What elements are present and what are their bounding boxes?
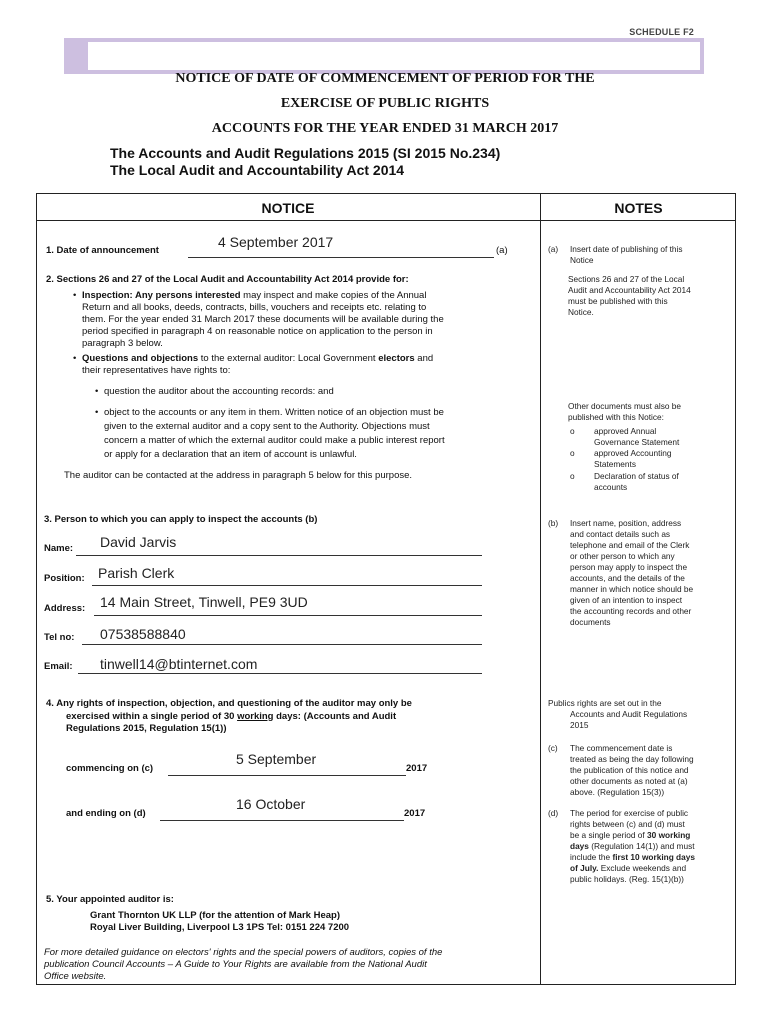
- questions-text-3: their representatives have rights to:: [82, 365, 231, 376]
- note-c-line-5: above. (Regulation 15(3)): [570, 787, 665, 797]
- note-d-of-july: of July.: [570, 863, 599, 873]
- notice-header: NOTICE: [261, 200, 315, 216]
- note-a: [570, 244, 683, 266]
- header-divider: [36, 220, 736, 221]
- address-value: 14 Main Street, Tinwell, PE9 3UD: [100, 594, 308, 610]
- note-b-line-4: or other person to which any: [570, 551, 675, 561]
- note-public-line-1: Publics rights are set out in the: [548, 698, 662, 708]
- note-b-line-8: given of an intention to inspect: [570, 595, 683, 605]
- auditor-line-2: Royal Liver Building, Liverpool L3 1PS Tel: 0151 224 7200: [90, 922, 350, 933]
- tel-underline: [82, 643, 482, 645]
- questions-paragraph: [82, 353, 542, 377]
- name-underline: [76, 554, 482, 556]
- regulation-line-1: The Accounts and Audit Regulations 2015 (SI 2015 No.234): [110, 145, 501, 161]
- note-d-line-6b: Exclude weekends and: [598, 863, 687, 873]
- section4-working: working: [237, 710, 274, 722]
- tel-value: 07538588840: [100, 626, 186, 642]
- electors-bold: electors: [378, 353, 415, 364]
- object-text-4: or apply for a declaration that an item of account is unlawful.: [104, 449, 357, 460]
- section4-line-1: 4. Any rights of inspection, objection, and questioning of the auditor may only be: [46, 698, 412, 709]
- note-d-line-1: The period for exercise of public: [570, 808, 689, 818]
- questions-text-2: and: [414, 353, 434, 364]
- note-sections: [568, 274, 691, 318]
- note-b-label: (b): [548, 518, 559, 528]
- footer-guidance: [44, 947, 442, 983]
- footer-line-3: Office website.: [44, 971, 107, 982]
- note-other-docs: [568, 401, 681, 423]
- note-d-line-5a: include the: [570, 852, 613, 862]
- note-d-30-working: 30 working: [647, 830, 691, 840]
- section4-text: [46, 698, 412, 736]
- note-doc-bullet-1: o: [570, 426, 575, 436]
- note-sections-line-4: Notice.: [568, 307, 594, 317]
- regulation-line-2: The Local Audit and Accountability Act 2014: [110, 162, 405, 178]
- note-doc-item-1a: approved Annual: [594, 426, 657, 436]
- email-underline: [78, 672, 482, 674]
- title-line-1: NOTICE OF DATE OF COMMENCEMENT OF PERIOD FOR THE: [175, 71, 595, 86]
- note-b-line-1: Insert name, position, address: [570, 518, 682, 528]
- section5-heading: 5. Your appointed auditor is:: [46, 894, 174, 905]
- ending-label: and ending on (d): [66, 808, 146, 819]
- note-b-line-3: telephone and email of the Clerk: [570, 540, 690, 550]
- announcement-label: 1. Date of announcement: [46, 245, 159, 256]
- note-doc-item-1: [594, 426, 679, 448]
- note-a-label: (a): [548, 244, 559, 254]
- note-b-line-5: person may apply to inspect the: [570, 562, 688, 572]
- auditor-line-1: Grant Thornton UK LLP (for the attention of Mark Heap): [90, 910, 340, 921]
- note-other-line-1: Other documents must also be: [568, 401, 681, 411]
- section4-line-2a: exercised within a single period of 30: [66, 710, 238, 722]
- note-d-line-4b: (Regulation 14(1)) and must: [588, 841, 695, 851]
- note-b-line-10: documents: [570, 617, 611, 627]
- note-doc-item-3: [594, 471, 679, 493]
- note-public-line-2: Accounts and Audit Regulations: [570, 709, 688, 719]
- inspection-text-2: Return and all books, deeds, contracts, bills, vouchers and receipts etc. relating to: [82, 302, 427, 313]
- note-c-label: (c): [548, 743, 558, 753]
- note-doc-item-3b: accounts: [594, 482, 628, 492]
- note-sections-line-2: Audit and Accountability Act 2014: [568, 285, 691, 295]
- section4-line-2b: days: (Accounts and Audit: [273, 710, 397, 722]
- object-text-3: concern a matter of which the external auditor could make a public interest report: [104, 435, 445, 446]
- email-value: tinwell14@btinternet.com: [100, 656, 258, 672]
- inspection-text-1: may inspect and make copies of the Annual: [240, 290, 427, 301]
- note-b-line-6: accounts, and the details of the: [570, 573, 685, 583]
- sub-bullet-question: [104, 386, 334, 398]
- commencing-date: 5 September: [236, 751, 317, 767]
- note-doc-item-3a: Declaration of status of: [594, 471, 679, 481]
- name-label: Name:: [44, 543, 74, 554]
- position-label: Position:: [44, 573, 85, 584]
- note-b-line-9: the accounting records and other: [570, 606, 692, 616]
- header-bar-field: [88, 42, 700, 70]
- address-label: Address:: [44, 603, 86, 614]
- note-d-line-7: public holidays. (Reg. 15(1)(b)): [570, 874, 684, 884]
- name-value: David Jarvis: [100, 534, 177, 550]
- object-text-2: given to the external auditor and a copy sent to the Authority. Objections must: [104, 421, 430, 432]
- announcement-underline: [188, 256, 494, 258]
- ending-date: 16 October: [236, 796, 306, 812]
- tel-label: Tel no:: [44, 632, 75, 643]
- note-c-line-1: The commencement date is: [570, 743, 673, 753]
- note-a-line-1: Insert date of publishing of this: [570, 244, 683, 254]
- ending-underline: [160, 819, 404, 821]
- section3-heading: 3. Person to which you can apply to inspect the accounts (b): [44, 514, 318, 525]
- note-public-line-3: 2015: [570, 720, 589, 730]
- inspection-paragraph: [82, 290, 542, 350]
- email-label: Email:: [44, 661, 73, 672]
- note-d-label: (d): [548, 808, 559, 818]
- sub-bullet-object: [104, 406, 445, 462]
- note-d-line-2: rights between (c) and (d) must: [570, 819, 685, 829]
- note-c: [570, 743, 694, 798]
- position-value: Parish Clerk: [98, 565, 175, 581]
- title-line-2: EXERCISE OF PUBLIC RIGHTS: [280, 96, 490, 111]
- inspection-text-4: period specified in paragraph 4 on reasonable notice on application to the person in: [82, 326, 433, 337]
- note-doc-item-2b: Statements: [594, 459, 636, 469]
- notes-header: NOTES: [614, 200, 663, 216]
- note-public-rights: [548, 698, 687, 731]
- note-d-first-10: first 10 working days: [612, 852, 695, 862]
- inspection-bold: Inspection: Any persons interested: [82, 290, 241, 301]
- title-line-3: ACCOUNTS FOR THE YEAR ENDED 31 MARCH 2017: [211, 121, 559, 136]
- note-d-days: days: [570, 841, 589, 851]
- questions-bold: Questions and objections: [82, 353, 199, 364]
- commencing-label: commencing on (c): [66, 763, 154, 774]
- schedule-label: SCHEDULE F2: [629, 27, 694, 37]
- commencing-year: 2017: [406, 763, 428, 774]
- section4-line-3: Regulations 2015, Regulation 15(1)): [66, 723, 227, 734]
- address-underline: [94, 614, 482, 616]
- note-ref-a: (a): [496, 245, 508, 256]
- note-sections-line-3: must be published with this: [568, 296, 668, 306]
- note-c-line-3: the publication of this notice and: [570, 765, 689, 775]
- object-text-1: object to the accounts or any item in them. Written notice of an objection must be: [104, 407, 444, 418]
- ending-year: 2017: [404, 808, 426, 819]
- note-d-line-3a: be a single period of: [570, 830, 648, 840]
- note-doc-item-2a: approved Accounting: [594, 448, 672, 458]
- note-doc-bullet-3: o: [570, 471, 575, 481]
- note-c-line-2: treated as being the day following: [570, 754, 694, 764]
- announcement-date: 4 September 2017: [218, 234, 334, 250]
- note-b: [570, 518, 693, 628]
- auditor-contact-text: The auditor can be contacted at the address in paragraph 5 below for this purpose.: [64, 470, 413, 481]
- position-underline: [92, 584, 482, 586]
- footer-line-1: For more detailed guidance on electors' rights and the special powers of auditors, copies of the: [44, 947, 443, 958]
- note-doc-item-2: [594, 448, 672, 470]
- inspection-text-5: paragraph 3 below.: [82, 338, 163, 349]
- inspection-text-3: them. For the year ended 31 March 2017 these documents will be available during the: [82, 314, 444, 325]
- footer-line-2: publication Council Accounts – A Guide to Your Rights are available from the National Audit: [44, 959, 427, 970]
- sub-bullet-question-text: question the auditor about the accounting records: and: [104, 386, 334, 397]
- questions-text-1: to the external auditor: Local Government: [198, 353, 379, 364]
- section2-heading: 2. Sections 26 and 27 of the Local Audit and Accountability Act 2014 provide for:: [46, 274, 409, 285]
- note-b-line-7: manner in which notice should be: [570, 584, 694, 594]
- commencing-underline: [168, 774, 406, 776]
- note-sections-line-1: Sections 26 and 27 of the Local: [568, 274, 685, 284]
- note-a-line-2: Notice: [570, 255, 594, 265]
- note-other-line-2: published with this Notice:: [568, 412, 664, 422]
- note-d: [570, 808, 695, 885]
- note-c-line-4: other documents as noted at (a): [570, 776, 688, 786]
- note-doc-item-1b: Governance Statement: [594, 437, 680, 447]
- note-b-line-2: and contact details such as: [570, 529, 671, 539]
- note-doc-bullet-2: o: [570, 448, 575, 458]
